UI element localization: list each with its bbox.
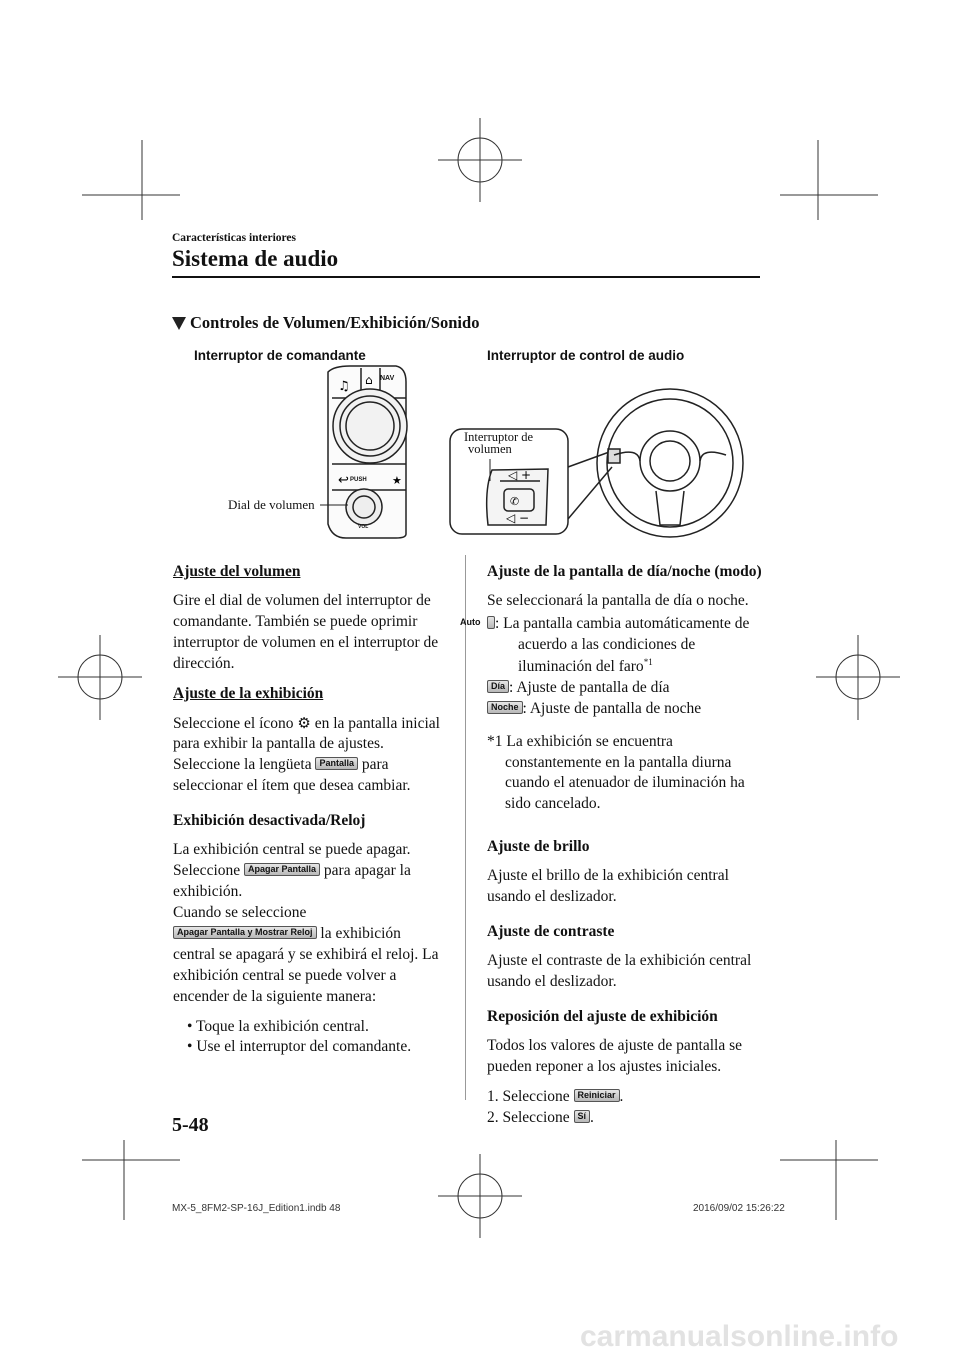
- off-text-3: Cuando se seleccione: [173, 903, 307, 921]
- tab-pantalla-button: Pantalla: [315, 757, 358, 770]
- knob-push-label: PUSH: [350, 477, 367, 483]
- column-divider: [465, 555, 466, 1100]
- off-text-2: para apagar la exhibición.: [173, 862, 411, 900]
- step-1: 1. Seleccione Reiniciar .: [487, 1087, 624, 1105]
- si-button: Sí: [574, 1110, 591, 1123]
- knob-nav-label: NAV: [380, 375, 395, 382]
- apagar-pantalla-button: Apagar Pantalla: [244, 863, 320, 876]
- option-auto: [460, 614, 762, 678]
- apagar-pantalla-mostrar-reloj-button: Apagar Pantalla y Mostrar Reloj: [173, 926, 317, 939]
- list-item: • Use el interruptor del comandante.: [187, 1038, 412, 1056]
- noche-button: Noche: [487, 701, 523, 714]
- caption-audio-control-switch: Interruptor de control de audio: [487, 348, 685, 363]
- footnote: [487, 732, 762, 816]
- file-info: MX-5_8FM2-SP-16J_Edition1.indb 48: [172, 1203, 341, 1214]
- section-heading-text: Controles de Volumen/Exhibición/Sonido: [190, 313, 480, 332]
- heading-display-adjust: Ajuste de la exhibición: [173, 684, 324, 702]
- paragraph-day-night: Se seleccionará la pantalla de día o noche.: [487, 591, 749, 609]
- step-2-number: 2.: [487, 1108, 499, 1126]
- option-noche: [487, 699, 762, 720]
- display-text-3: para seleccionar el ítem que desea cambiar.: [173, 756, 411, 795]
- heading-brightness: Ajuste de brillo: [487, 838, 590, 856]
- dia-button: Día: [487, 680, 509, 693]
- paragraph-display-off-clock: [173, 903, 445, 1008]
- right-column: [460, 562, 762, 1128]
- bullet-list: [173, 1017, 445, 1059]
- settings-gear-icon: ⚙: [297, 713, 311, 732]
- heading-contrast: Ajuste de contraste: [487, 923, 615, 941]
- list-item: • Toque la exhibición central.: [187, 1017, 369, 1035]
- section-heading: [172, 313, 479, 333]
- step-1-number: 1.: [487, 1087, 499, 1105]
- paragraph-brightness: Ajuste el brillo de la exhibición central usando el deslizador.: [487, 867, 729, 906]
- display-text-2: en la pantalla inicial para exhibir la pantalla de ajustes. Seleccione la lengüeta: [173, 714, 440, 774]
- footnote-mark: *1: [487, 732, 503, 750]
- svg-text:⌂: ⌂: [365, 373, 373, 387]
- svg-text:★: ★: [392, 474, 402, 487]
- footnote-text: La exhibición se encuentra constantemente en la pantalla diurna cuando el atenuador de iluminación ha sido cancelado.: [505, 732, 745, 813]
- paragraph-display-off: [173, 840, 445, 903]
- svg-text:✆: ✆: [510, 495, 520, 508]
- heading-reset: Reposición del ajuste de exhibición: [487, 1007, 718, 1025]
- auto-description: : La pantalla cambia automáticamente de acuerdo a las condiciones de iluminación del faro: [495, 614, 750, 675]
- auto-button: Auto: [487, 616, 495, 629]
- label-volume-switch: [464, 431, 533, 455]
- option-dia: [487, 678, 762, 699]
- label-volume-dial: Dial de volumen: [228, 497, 315, 512]
- page-number: 5-48: [172, 1114, 209, 1136]
- svg-text:♫: ♫: [338, 379, 350, 394]
- paragraph-contrast: Ajuste el contraste de la exhibición central usando el deslizador.: [487, 951, 752, 990]
- svg-text:◁ −: ◁ −: [506, 511, 530, 525]
- display-text-1: Seleccione el ícono: [173, 714, 294, 732]
- heading-volume-adjust: Ajuste del volumen: [173, 563, 301, 580]
- step-1-text: Seleccione: [502, 1087, 570, 1105]
- noche-description: : Ajuste de pantalla de noche: [522, 699, 702, 717]
- steering-wheel-illustration: [448, 385, 748, 545]
- heading-display-off-clock: Exhibición desactivada/Reloj: [173, 812, 366, 830]
- paragraph-reset: Todos los valores de ajuste de pantalla se pueden reponer a los ajustes iniciales.: [487, 1036, 743, 1075]
- triangle-marker-icon: [172, 317, 186, 330]
- off-text-4: la exhibición central se apagará y se exhibirá el reloj. La exhibición central se puede volver a encender de la siguiente manera:: [173, 924, 439, 1005]
- label-volume-switch-line1: Interruptor de: [464, 430, 534, 444]
- chapter-title: Sistema de audio: [172, 246, 339, 271]
- watermark: carmanualsonline.info: [580, 1320, 899, 1353]
- svg-text:◁ +: ◁ +: [508, 468, 532, 482]
- dia-description: : Ajuste de pantalla de día: [509, 678, 670, 696]
- label-volume-switch-line2: volumen: [468, 442, 512, 456]
- auto-footnote-ref: *1: [643, 656, 653, 667]
- caption-commander-switch: Interruptor de comandante: [194, 348, 366, 363]
- paragraph-display-adjust: [173, 713, 445, 798]
- paragraph-volume-adjust: Gire el dial de volumen del interruptor de comandante. También se puede oprimir interruptor de volumen en el interruptor de dirección.: [173, 591, 439, 672]
- heading-day-night: Ajuste de la pantalla de día/noche (modo): [487, 563, 762, 580]
- left-column: [173, 562, 445, 1058]
- reiniciar-button: Reiniciar: [574, 1089, 620, 1102]
- off-text-1: La exhibición central se puede apagar. Seleccione: [173, 841, 411, 880]
- print-timestamp: 2016/09/02 15:26:22: [693, 1203, 785, 1214]
- header-rule: [172, 276, 760, 278]
- step-2: 2. Seleccione Sí .: [487, 1108, 594, 1126]
- step-2-text: Seleccione: [502, 1108, 570, 1126]
- section-label: Características interiores: [172, 232, 297, 244]
- knob-vol-label: VOL: [358, 524, 369, 530]
- svg-text:↩: ↩: [338, 473, 349, 488]
